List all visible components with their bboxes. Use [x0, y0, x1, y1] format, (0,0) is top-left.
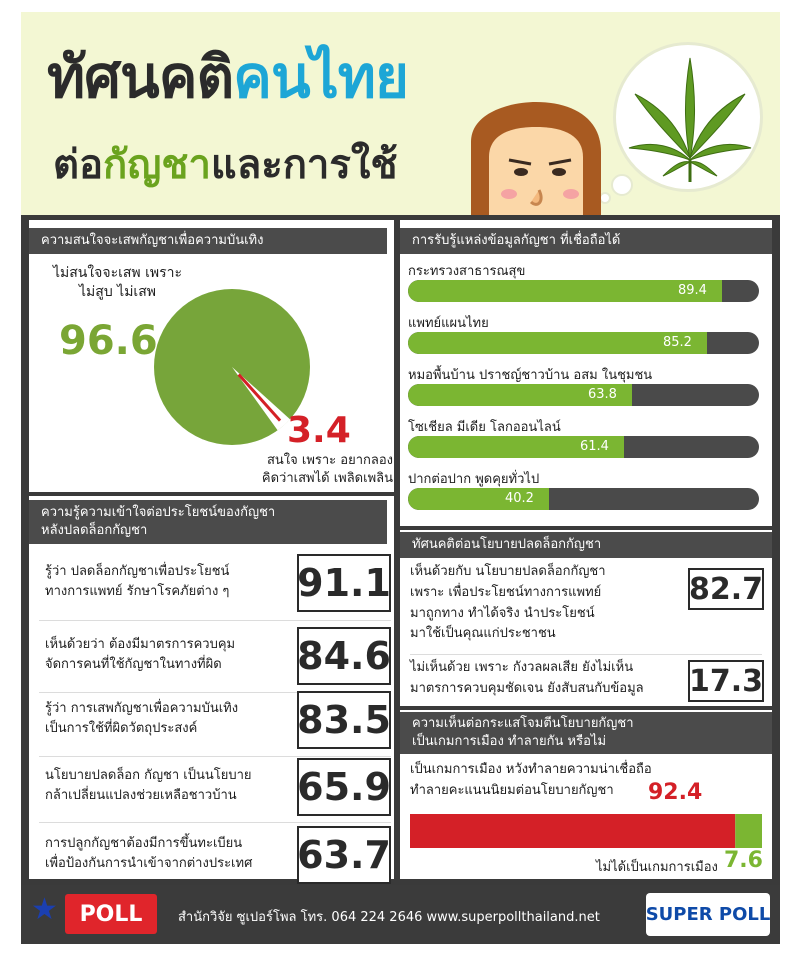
policy-disagree-line: ไม่เห็นด้วย เพราะ กังวลผลเสีย ยังไม่เห็น [410, 660, 634, 675]
interest-panel [29, 220, 394, 492]
pie-no-value: 96.6 [59, 318, 158, 364]
politics-heading-line1: ความเห็นต่อกระแสโจมตีนโยบายกัญชา [412, 716, 634, 732]
source-label: กระทรวงสาธารณสุข [408, 264, 526, 279]
knowledge-item-text [45, 562, 285, 602]
cannabis-leaf-icon [623, 50, 757, 184]
politics-yes-line1: เป็นเกมการเมือง หวังทำลายความน่าเชื่อถือ [410, 762, 652, 777]
knowledge-item [39, 627, 391, 685]
knowledge-text-line1: นโยบายปลดล็อก กัญชา เป็นนโยบาย [45, 768, 252, 783]
source-label: โซเชียล มีเดีย โลกออนไลน์ [408, 420, 561, 435]
source-label: หมอพื้นบ้าน ปราชญ์ชาวบ้าน อสม ในชุมชน [408, 368, 653, 383]
subtitle [53, 132, 398, 196]
knowledge-text-line2: กล้าเปลี่ยนแปลงช่วยเหลือชาวบ้าน [45, 788, 237, 804]
super-poll-logo-text: SUPER POLL [645, 904, 771, 925]
knowledge-text-line2: เพื่อป้องกันการนำเข้าจากต่างประเทศ [45, 856, 253, 872]
pie-yes-label-line2: คิดว่าเสพได้ เพลิดเพลิน [261, 470, 393, 486]
knowledge-item-text [45, 766, 285, 806]
policy-disagree-value-box: 17.3 [688, 660, 764, 702]
pie-yes-value: 3.4 [287, 410, 351, 451]
knowledge-value-box: 83.5 [297, 691, 391, 749]
source-bar-value: 61.4 [580, 439, 609, 454]
footer [21, 885, 780, 944]
politics-bar-no [735, 814, 762, 848]
knowledge-item [39, 691, 391, 749]
knowledge-value-box: 84.6 [297, 627, 391, 685]
title-part-2: คนไทย [233, 43, 409, 111]
pie-yes-label-line1: สนใจ เพราะ อยากลอง [266, 453, 393, 468]
knowledge-value-box: 65.9 [297, 758, 391, 816]
sources-panel [400, 220, 772, 526]
sources-heading: การรับรู้แหล่งข้อมูลกัญชา ที่เชื่อถือได้ [400, 228, 772, 254]
subtitle-part-1: ต่อ [53, 142, 103, 188]
knowledge-item [39, 758, 391, 816]
politics-yes-text [410, 760, 770, 802]
subtitle-part-3: และการใช้ [210, 142, 398, 188]
policy-disagree-text [410, 658, 690, 700]
policy-heading: ทัศนคติต่อนโยบายปลดล็อกกัญชา [400, 532, 772, 558]
source-bar-track [408, 384, 759, 406]
super-poll-logo [646, 893, 770, 936]
source-bar-track [408, 332, 759, 354]
knowledge-item-text [45, 834, 285, 874]
politics-panel [400, 710, 772, 879]
source-bar-value: 89.4 [678, 283, 707, 298]
interest-heading: ความสนใจจะเสพกัญชาเพื่อความบันเทิง [29, 228, 387, 254]
politics-heading-line2: เป็นเกมการเมือง ทำลายกัน หรือไม่ [412, 734, 607, 749]
politics-yes-line2: ทำลายคะแนนนิยมต่อนโยบายกัญชา [410, 782, 614, 798]
knowledge-value-box: 91.1 [297, 554, 391, 612]
knowledge-heading-line2: หลังปลดล็อกกัญชา [41, 523, 148, 538]
source-bar-track [408, 488, 759, 510]
policy-agree-line: เพราะ เพื่อประโยชน์ทางการแพทย์ [410, 584, 602, 600]
source-bar-value: 40.2 [505, 491, 534, 506]
pie-yes-label [243, 452, 393, 487]
knowledge-value-box: 63.7 [297, 826, 391, 884]
source-bar-track [408, 280, 759, 302]
poll-badge: POLL [65, 894, 157, 934]
politics-no-label: ไม่ได้เป็นเกมการเมือง [596, 860, 718, 875]
policy-disagree-line: มาตรการควบคุมชัดเจน ยังสับสนกับข้อมูล [410, 680, 644, 696]
title-part-1: ทัศนคติ [47, 43, 234, 111]
politics-no-value: 7.6 [724, 848, 763, 873]
source-label: แพทย์แผนไทย [408, 316, 489, 331]
policy-agree-text [410, 562, 690, 645]
divider [39, 620, 391, 621]
knowledge-text-line1: เห็นด้วยว่า ต้องมีมาตรการควบคุม [45, 637, 236, 652]
worried-face-illustration [451, 102, 611, 215]
knowledge-text-line1: รู้ว่า ปลดล็อกกัญชาเพื่อประโยชน์ [45, 564, 230, 579]
knowledge-heading [29, 500, 387, 544]
knowledge-item [39, 554, 391, 612]
pie-no-label-line1: ไม่สนใจจะเสพ เพราะ [52, 265, 183, 281]
knowledge-item-text [45, 635, 285, 675]
source-bar-track [408, 436, 759, 458]
knowledge-text-line1: รู้ว่า การเสพกัญชาเพื่อความบันเทิง [45, 701, 239, 716]
knowledge-heading-line1: ความรู้ความเข้าใจต่อประโยชน์ของกัญชา [41, 505, 276, 521]
knowledge-panel [29, 496, 394, 879]
source-bar-value: 85.2 [663, 335, 692, 350]
knowledge-item-text [45, 699, 285, 739]
knowledge-text-line2: จัดการคนที่ใช้กัญชาในทางที่ผิด [45, 657, 222, 673]
knowledge-text-line2: ทางการแพทย์ รักษาโรคภัยต่าง ๆ [45, 584, 230, 600]
policy-agree-line: มาใช้เป็นคุณแก่ประชาชน [410, 626, 556, 642]
politics-yes-value: 92.4 [648, 780, 703, 805]
divider [39, 756, 391, 757]
knowledge-text-line1: การปลูกกัญชาต้องมีการขึ้นทะเบียน [45, 836, 243, 851]
knowledge-item [39, 826, 391, 884]
source-bar [408, 280, 722, 302]
policy-panel [400, 530, 772, 706]
policy-agree-line: มาถูกทาง ทำได้จริง นำประโยชน์ [410, 605, 595, 621]
policy-agree-line: เห็นด้วยกับ นโยบายปลดล็อกกัญชา [410, 564, 606, 579]
divider [410, 654, 762, 655]
source-label: ปากต่อปาก พูดคุยทั่วไป [408, 472, 540, 487]
pie-no-label-line2: ไม่สูบ ไม่เสพ [79, 283, 156, 300]
politics-stacked-bar [410, 814, 762, 848]
footer-contact: สำนักวิจัย ซูเปอร์โพล โทร. 064 224 2646 www.superpollthailand.net [178, 910, 600, 925]
source-bar-value: 63.8 [588, 387, 617, 402]
main-title [47, 30, 408, 123]
politics-bar-yes [410, 814, 735, 848]
star-icon: ★ [31, 892, 58, 927]
politics-heading [400, 712, 772, 754]
subtitle-part-2: กัญชา [103, 142, 211, 188]
knowledge-text-line2: เป็นการใช้ที่ผิดวัตถุประสงค์ [45, 721, 198, 737]
divider [39, 822, 391, 823]
infographic-frame [21, 12, 780, 944]
policy-agree-value-box: 82.7 [688, 568, 764, 610]
header [21, 12, 780, 215]
